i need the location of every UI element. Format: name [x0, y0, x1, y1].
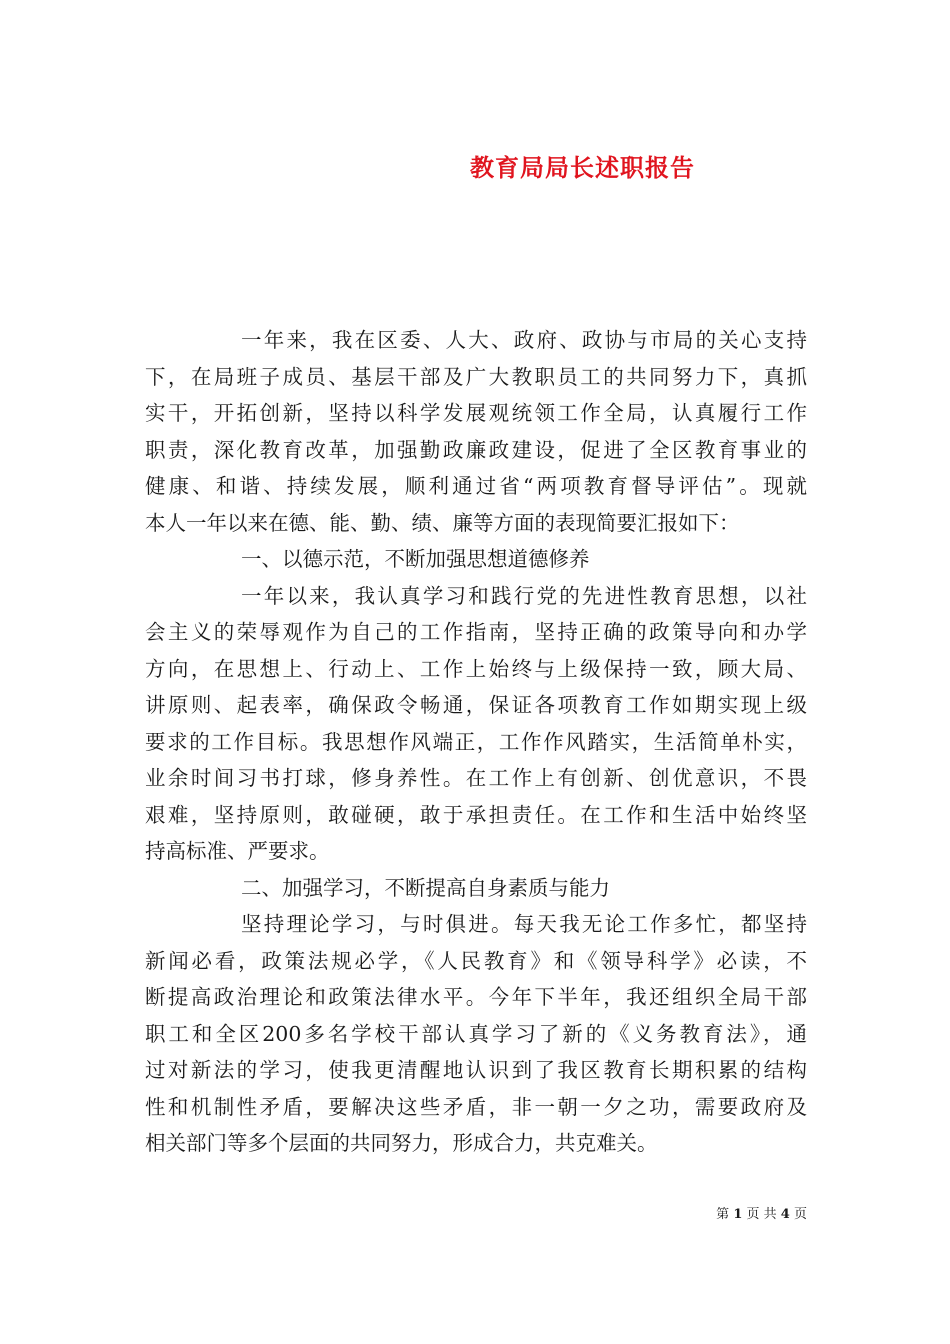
paragraph: [145, 322, 807, 541]
text-line: 业余时间习书打球，修身养性。在工作上有创新、创优意识，不畏: [145, 766, 807, 790]
text-line: 持高标准、严要求。: [145, 839, 330, 863]
text-line: 新闻必看，政策法规必学，《人民教育》和《领导科学》必读，不: [145, 948, 807, 973]
document-body: [145, 322, 807, 1162]
text-line: 一年以来，我认真学习和践行党的先进性教育思想，以社: [241, 583, 807, 608]
text-line: 一年来，我在区委、人大、政府、政协与市局的关心支持: [241, 328, 807, 352]
text-line: 艰难，坚持原则，敢碰硬，敢于承担责任。在工作和生活中始终坚: [145, 802, 807, 827]
text-line: 实干，开拓创新，坚持以科学发展观统领工作全局，认真履行工作: [145, 401, 807, 425]
footer-total-pages: 4: [780, 1207, 790, 1222]
page-footer: [716, 1203, 807, 1222]
text-line: 会主义的荣辱观作为自己的工作指南，坚持正确的政策导向和办学: [145, 620, 807, 644]
page-title: 教育局局长述职报告: [470, 153, 695, 183]
text-line: 健康、和谐、持续发展，顺利通过省“两项教育督导评估”。现就: [145, 474, 807, 498]
paragraph: [145, 906, 807, 1162]
section-heading: [145, 541, 807, 578]
text-line: 过对新法的学习，使我更清醒地认识到了我区教育长期积累的结构: [145, 1058, 807, 1082]
section-heading: [145, 870, 807, 907]
text-line: 方向，在思想上、行动上、工作上始终与上级保持一致，顾大局、: [145, 656, 807, 681]
text-line: 断提高政治理论和政策法律水平。今年下半年，我还组织全局干部: [145, 985, 807, 1009]
text-line: 本人一年以来在德、能、勤、绩、廉等方面的表现简要汇报如下：: [145, 510, 740, 535]
text-line: 讲原则、起表率，确保政令畅通，保证各项教育工作如期实现上级: [145, 693, 807, 717]
text-line: 职责，深化教育改革，加强勤政廉政建设，促进了全区教育事业的: [145, 437, 807, 462]
text-line: 性和机制性矛盾，要解决这些矛盾，非一朝一夕之功，需要政府及: [145, 1094, 807, 1119]
footer-page-number: 1: [733, 1207, 743, 1222]
text-line: 相关部门等多个层面的共同努力，形成合力，共克难关。: [145, 1131, 658, 1155]
paragraph: [145, 578, 807, 870]
footer-mid: 页 共: [746, 1207, 777, 1222]
text-line: 坚持理论学习，与时俱进。每天我无论工作多忙，都坚持: [241, 912, 807, 936]
footer-suffix: 页: [793, 1207, 807, 1222]
heading-line: 一、以德示范，不断加强思想道德修养: [241, 547, 590, 571]
text-line: 下，在局班子成员、基层干部及广大教职员工的共同努力下，真抓: [145, 364, 807, 389]
text-line: 要求的工作目标。我思想作风端正，工作作风踏实，生活简单朴实，: [145, 729, 807, 754]
heading-line: 二、加强学习，不断提高自身素质与能力: [241, 875, 610, 900]
footer-prefix: 第: [716, 1207, 730, 1222]
text-line: 职工和全区200多名学校干部认真学习了新的《义务教育法》，通: [145, 1021, 807, 1046]
